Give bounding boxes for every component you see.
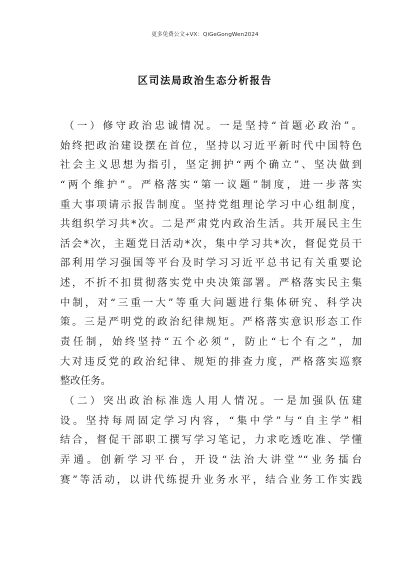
body-text-line: “两个维护”。严格落实“第一议题”制度，进一步落实 — [60, 179, 362, 191]
document-body — [60, 117, 362, 490]
body-text-line: 赛”等活动，以讲代练提升业务水平，结合业务工作实践 — [60, 474, 362, 486]
body-text-line: 社会主义思想为指引，坚定拥护“两个确立”、坚决做到 — [60, 160, 362, 172]
body-text-line: 共组织学习共*次。二是严肃党内政治生活。共开展民主生 — [60, 219, 362, 231]
body-text-line: 大对违反党的政治纪律、规矩的排查力度，严格落实巡察 — [60, 356, 362, 368]
body-text-line: 整改任务。 — [60, 376, 111, 388]
body-text-line: 中制，对“三重一大”等重大问题进行集体研究、科学决 — [60, 297, 362, 309]
body-text-line: 结合，督促干部职工撰写学习笔记，力求吃透吃准、学懂 — [60, 435, 362, 447]
document-title: 区司法局政治生态分析报告 — [137, 76, 273, 87]
body-text-line: 策。三是严明党的政治纪律规矩。严格落实意识形态工作 — [60, 317, 362, 329]
body-text-line: 重大事项请示报告制度。坚持党组理论学习中心组制度， — [60, 199, 362, 211]
body-text-line: （一）修守政治忠诚情况。一是坚持“首题必政治”。 — [64, 121, 362, 132]
body-text-line: 责任制，始终坚持“五个必须”，防止“七个有之”，加 — [60, 337, 362, 349]
body-text-line: （二）突出政治标准选人用人情况。一是加强队伍建 — [64, 395, 362, 407]
body-text-line: 部利用学习强国等平台及时学习习近平总书记有关重要论 — [60, 258, 362, 270]
body-text-line: 始终把政治建设摆在首位，坚持以习近平新时代中国特色 — [60, 140, 362, 152]
header-note: 更多免费公文+VX：QiGeGongWen2024 — [151, 32, 259, 38]
body-text-line: 活会*次，主题党日活动*次，集中学习共*次，督促党员干 — [60, 238, 362, 250]
body-text-line: 弄通。创新学习平台，开设“法治大讲堂”“业务擂台 — [60, 454, 362, 466]
body-text-line: 设。坚持每周固定学习内容，“集中学”与“自主学”相 — [60, 415, 362, 427]
body-text-line: 述，不折不扣贯彻落实党中央决策部署。严格落实民主集 — [60, 278, 362, 290]
